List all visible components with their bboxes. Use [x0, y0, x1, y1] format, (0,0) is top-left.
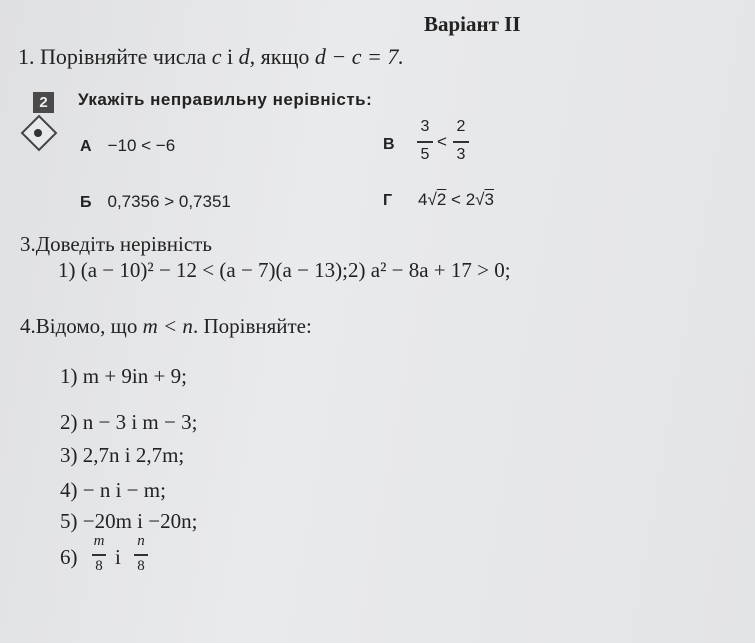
item6-den-left: 8	[95, 558, 103, 574]
option-a-letter: А	[80, 138, 92, 155]
option-g-op: <	[451, 190, 461, 209]
option-g-left-coef: 4	[418, 190, 428, 209]
option-g-left-rad: 2	[436, 190, 447, 209]
item6-den-right: 8	[137, 558, 145, 574]
task4-heading-math: m < n	[142, 314, 193, 338]
sqrt-icon: √	[475, 190, 485, 209]
option-v-den-left: 5	[420, 146, 430, 163]
task4-item-5: 5) −20m і −20n;	[60, 509, 198, 533]
option-b-value: 0,7356 > 0,7351	[107, 192, 231, 211]
item6-and: і	[115, 545, 121, 569]
task3-line: 1) (a − 10)² − 12 < (a − 7)(a − 13);2) a² − 8a + 17 > 0;	[58, 258, 511, 282]
task1-and: і	[227, 44, 234, 69]
task1-line	[18, 44, 404, 70]
option-v-fracline-right	[453, 141, 469, 143]
option-a	[80, 136, 175, 156]
task4-heading-prefix: 4.Відомо, що	[20, 314, 138, 338]
item6-num-right: n	[137, 533, 145, 549]
task4-item-2: 2) n − 3 і m − 3;	[60, 410, 198, 434]
task2-title: Укажіть неправильну нерівність:	[78, 90, 373, 109]
option-v-num-left: 3	[420, 118, 430, 135]
task3-heading: 3.Доведіть нерівність	[20, 232, 212, 256]
option-v-letter: В	[383, 136, 395, 153]
item6-num-left: m	[93, 533, 105, 549]
task4-item-3: 3) 2,7n і 2,7m;	[60, 443, 185, 467]
task1-var-c: c	[211, 44, 222, 69]
option-g-expression	[418, 190, 494, 210]
task4-heading	[20, 314, 312, 339]
task1-var-d: d	[238, 44, 250, 69]
option-g-right-coef: 2	[465, 190, 476, 209]
task4-item-4: 4) − n і − m;	[60, 478, 166, 502]
task4-item-1: 1) m + 9in + 9;	[60, 364, 187, 388]
option-g-right-rad: 3	[484, 190, 494, 209]
item6-fracline-left	[92, 554, 106, 556]
item6-fracline-right	[134, 554, 148, 556]
dot-icon	[34, 129, 42, 137]
option-g-letter: Г	[383, 192, 393, 209]
option-a-value: −10 < −6	[107, 136, 176, 155]
option-b	[80, 192, 231, 212]
option-b-letter: Б	[80, 194, 92, 211]
task1-condition-word: , якщо	[249, 44, 310, 69]
option-v-den-right: 3	[456, 146, 466, 163]
task1-text: Порівняйте числа	[40, 44, 207, 69]
option-v-op: <	[437, 132, 447, 151]
sqrt-icon: √	[427, 190, 437, 209]
task4-heading-suffix: . Порівняйте:	[192, 314, 312, 338]
variant-title: Варіант II	[424, 12, 521, 36]
task1-condition: d − c = 7.	[314, 44, 404, 69]
task1-number: 1.	[18, 44, 35, 69]
option-v-fracline-left	[417, 141, 433, 143]
task4-item-6-label: 6)	[60, 545, 78, 569]
task2-number-badge: 2	[33, 92, 54, 113]
option-v-num-right: 2	[456, 118, 466, 135]
